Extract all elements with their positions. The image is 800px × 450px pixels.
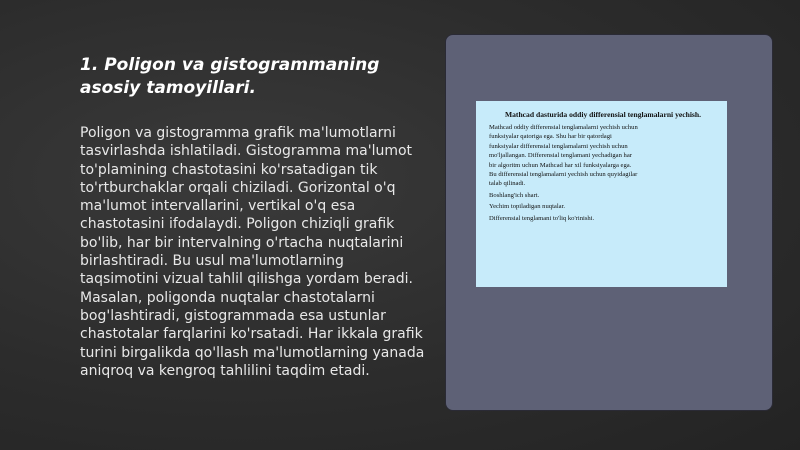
slide-title: 1. Poligon va gistogrammaning asosiy tamoyillari. xyxy=(80,55,380,98)
document-screenshot xyxy=(476,101,727,287)
document-line: talab qilinadi. xyxy=(489,180,526,188)
document-line: mo'ljallangan. Differensial tenglamani yechadigan har xyxy=(489,152,632,160)
image-panel xyxy=(445,34,773,411)
document-list-item: Yechim topiladigan nuqtalar. xyxy=(489,203,566,211)
document-line: funksiyalar differensial tenglamalarni yechish uchun xyxy=(489,142,628,150)
document-line: Bu differensial tenglamalarni yechish uchun quyidagilar xyxy=(489,171,638,179)
document-list-item: Differensial tenglamani to'liq ko'rinishi. xyxy=(489,214,595,222)
document-heading: Mathcad dasturida oddiy differensial tenglamalarni yechish. xyxy=(504,110,702,119)
document-list-item: Boshlang'ich shart. xyxy=(489,191,540,199)
slide-body-text: Poligon va gistogramma grafik ma'lumotlarni tasvirlashda ishlatiladi. Gistogramma ma'lumot to'plamining chastotasini ko'rsatadigan tik to'rtburchaklar orqali chiziladi. Gorizontal o'q ma'lumot intervallarini, vertikal o'q esa chastotasini ifodalaydi. Poligon chiziqli grafik bo'lib, har bir intervalning o'rtacha nuqtalarini birlashtiradi. Bu usul ma'lumotlarning taqsimotini vizual tahlil qilishga yordam beradi. Masalan, poligonda nuqtalar chastotalarni bog'lashtiradi, gistogrammada esa ustunlar chastotalar farqlarini ko'rsatadi. Har ikkala grafik turini birgalikda qo'llash ma'lumotlarning yanada aniqroq va kengroq tahlilini taqdim etadi. xyxy=(80,125,425,379)
document-line: bir algoritm uchun Mathcad har xil funksiyalarga ega. xyxy=(489,161,632,169)
document-line: funksiyalar qatoriga ega. Shu har bir qatordagi xyxy=(489,133,612,141)
document-line: Mathcad oddiy differensial tenglamalarni yechish uchun xyxy=(489,124,638,131)
